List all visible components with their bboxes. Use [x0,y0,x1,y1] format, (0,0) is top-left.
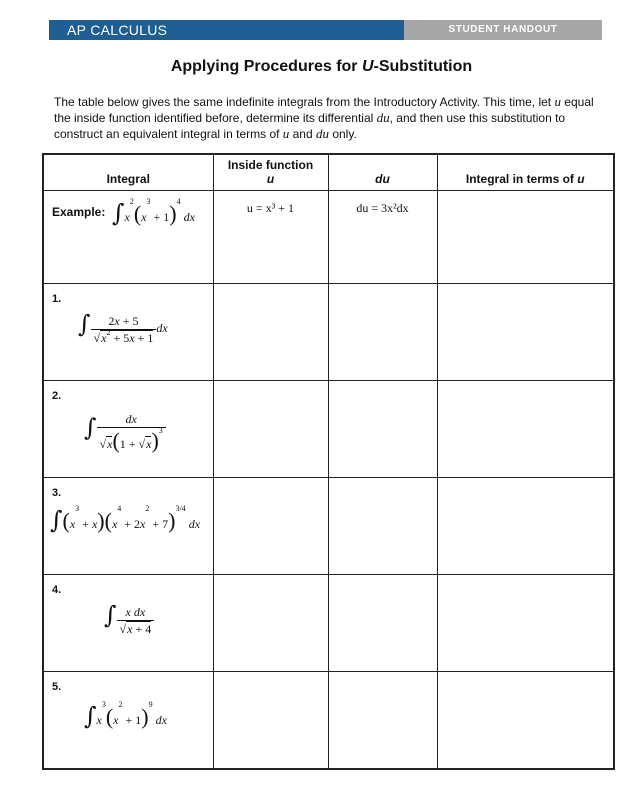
page-title [0,58,643,76]
intro-text-4: and [289,127,316,141]
instructions-paragraph [54,94,604,142]
problem-5-inside-function-cell[interactable] [213,672,328,770]
problem-2-integral-cell [43,381,213,478]
problem-3-number: 3. [52,487,62,499]
intro-du-1: du [376,110,390,125]
substitution-table [42,153,615,770]
table-row [43,575,614,672]
problem-3-inside-function-cell[interactable] [213,478,328,575]
header-integral [43,154,213,191]
problem-3-integral-cell [43,478,213,575]
example-inside-function-cell [213,191,328,284]
problem-5-number: 5. [52,681,62,693]
problem-4-du-cell[interactable] [328,575,437,672]
intro-du-2: du [316,126,329,141]
table-row [43,191,614,284]
header-inside-label: Inside function [227,158,314,172]
header-result-label: Integral in terms of [465,172,578,186]
problem-4-integral-cell [43,575,213,672]
example-integral-cell [43,191,213,284]
problem-5-result-cell[interactable] [437,672,614,770]
problem-3-result-cell[interactable] [437,478,614,575]
intro-text-5: only. [329,127,357,141]
table-row [43,672,614,770]
table-row [43,381,614,478]
title-prefix: Applying Procedures for [170,58,362,75]
table-row [43,284,614,381]
table-row [43,478,614,575]
problem-5-integral: $\int x^3(x^2 + 1)^9$ dx [84,700,167,730]
example-du-cell [328,191,437,284]
problem-1-inside-function-cell[interactable] [213,284,328,381]
course-name: AP CALCULUS [67,22,168,38]
example-integral: $\int x^2(x^3 + 1)^4$ dx [112,197,195,227]
problem-2-number: 2. [52,390,62,402]
example-result-cell [437,191,614,284]
problem-4-result-cell[interactable] [437,575,614,672]
problem-2-integral: ∫ $\frac{dx}{√x(1 + √x)^3}$ [84,413,166,452]
header-inside-var: u [266,172,275,186]
problem-3-du-cell[interactable] [328,478,437,575]
intro-u-1: u [554,94,561,109]
problem-4-inside-function-cell[interactable] [213,575,328,672]
header-integral-label: Integral [106,172,150,186]
intro-u-2: u [282,126,290,141]
example-label: Example: [52,205,106,219]
problem-2-du-cell[interactable] [328,381,437,478]
title-suffix: -Substitution [373,58,473,75]
problem-2-inside-function-cell[interactable] [213,381,328,478]
table-header-row [43,154,614,191]
problem-4-integral: ∫ $\frac{\text{x dx}}{√x + 4}$ [104,603,154,635]
course-banner [49,20,404,40]
problem-1-result-cell[interactable] [437,284,614,381]
example-du-value: du = 3x²dx [356,201,409,215]
problem-5-integral-cell [43,672,213,770]
header-du-label: du [375,172,390,186]
header-inside-function [213,154,328,191]
problem-4-number: 4. [52,584,62,596]
problem-1-number: 1. [52,293,62,305]
problem-3-integral: $\int(x^3 + x)(x^4 + 2x^2 + 7)^{3/4}$ dx [50,504,201,534]
problem-5-du-cell[interactable] [328,672,437,770]
problem-1-du-cell[interactable] [328,284,437,381]
header-result-var: u [577,172,585,186]
intro-text-1: The table below gives the same indefinite integrals from the Introductory Activity. This time, let [54,95,555,109]
example-u-value: u = x³ + 1 [246,201,295,215]
problem-2-result-cell[interactable] [437,381,614,478]
handout-badge [404,20,602,40]
problem-1-integral: ∫ $\frac{2x + 5}{√x^2 + 5x + 1}$ dx [78,310,168,345]
title-variable: U [361,58,374,75]
intro-text-3: , and then use this substitution to construct an equivalent integral in terms of [54,111,566,141]
intro-text-2: equal the inside function identified before, determine its differential [54,95,594,125]
problem-1-integral-cell [43,284,213,381]
header-integral-in-u [437,154,614,191]
handout-badge-label: STUDENT HANDOUT [448,24,558,35]
header-du [328,154,437,191]
